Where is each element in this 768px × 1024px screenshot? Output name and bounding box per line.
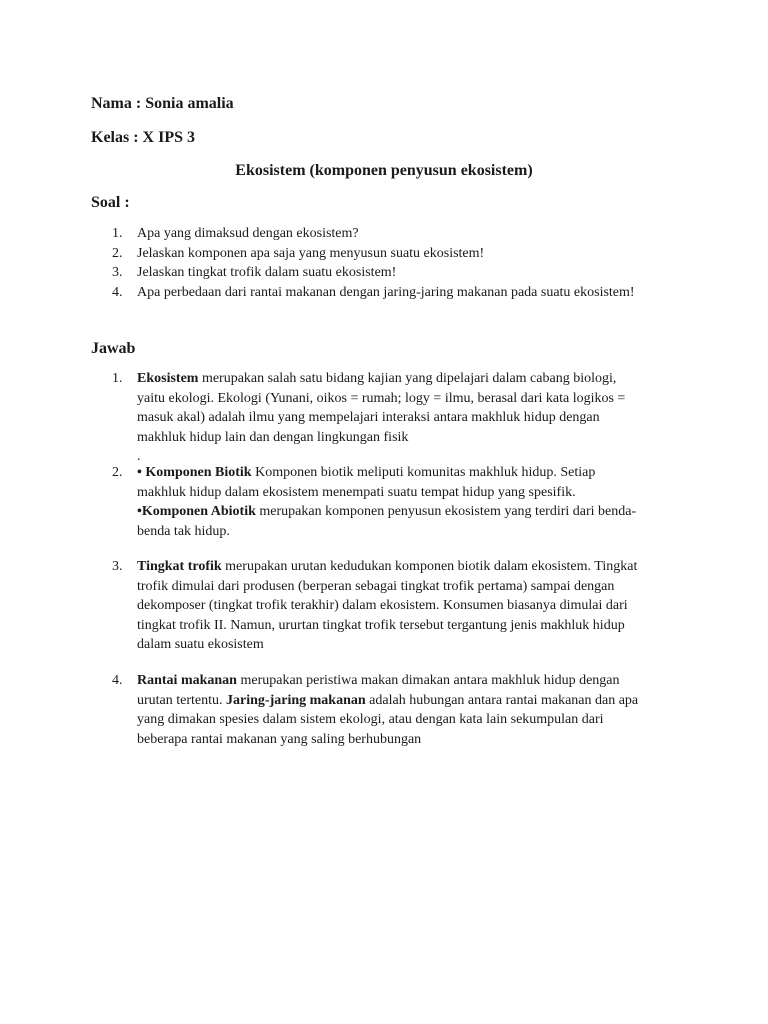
line-text: merupakan salah satu bidang kajian yang dipelajari dalam cabang biologi, (198, 371, 617, 386)
answer-line (137, 671, 638, 691)
document-title: Ekosistem (komponen penyusun ekosistem) (235, 162, 533, 179)
question-text: Apa yang dimaksud dengan ekosistem? (137, 226, 359, 241)
item-number: 4. (112, 284, 123, 300)
question-text: Jelaskan tingkat trofik dalam suatu ekosistem! (137, 265, 397, 280)
line-text: trofik dimulai dari produsen (berperan sebagai tingkat trofik pertama) sampai dengan (137, 578, 615, 594)
student-class: Kelas : X IPS 3 (91, 129, 195, 146)
student-name: Nama : Sonia amalia (91, 95, 234, 112)
line-text: yang dimakan spesies dalam sistem ekologi, atau dengan kata lain sekumpulan dari (137, 712, 604, 727)
answer-text (137, 463, 636, 541)
line-text: benda tak hidup. (137, 523, 230, 539)
item-number: 2. (112, 245, 123, 261)
item-number: 3. (112, 265, 123, 280)
answer-line (137, 577, 637, 597)
line-text: tingkat trofik II. Namun, ururtan tingkat trofik tersebut tergantung jenis makhluk hidup (137, 617, 625, 633)
line-text: Komponen biotik meliputi komunitas makhluk hidup. Setiap (251, 465, 596, 480)
line-text: makhluk hidup dalam ekosistem menempati suatu tempat hidup yang spesifik. (137, 484, 576, 500)
answer-line (137, 710, 638, 730)
answer-text (137, 557, 637, 655)
answer-line (137, 557, 637, 577)
line-text: masuk akal) adalah ilmu yang mempelajari interaksi antara makhluk hidup dengan (137, 410, 600, 425)
answer-line (137, 483, 636, 503)
line-text: adalah hubungan antara rantai makanan dan apa (365, 692, 639, 708)
key-term: Jaring-jaring makanan (226, 692, 366, 708)
line-text: . (137, 449, 141, 464)
line-text: yaitu ekologi. Ekologi (Yunani, oikos = rumah; logy = ilmu, berasal dari kata logikos = (137, 390, 626, 406)
list-item (91, 263, 731, 283)
key-term: Ekosistem (137, 371, 199, 386)
item-number: 3. (112, 559, 123, 574)
line-text: beberapa rantai makanan yang saling berhubungan (137, 731, 422, 747)
answer-line (137, 691, 638, 711)
line-text: merupakan peristiwa makan dimakan antara makhluk hidup dengan (236, 673, 620, 688)
item-number: 2. (112, 465, 123, 480)
answer-line (137, 616, 637, 636)
answer-line (137, 522, 636, 542)
answer-line (137, 635, 637, 655)
question-list (91, 224, 731, 302)
jawab-heading: Jawab (91, 340, 136, 357)
line-text: urutan tertentu. (137, 692, 227, 708)
answer-line (137, 502, 636, 522)
answer-line (137, 389, 625, 409)
line-text: dekomposer (tingkat trofik terakhir) dalam ekosistem. Konsumen biasanya dimulai dari (137, 598, 628, 613)
item-number: 4. (112, 673, 123, 688)
answer-line (137, 730, 638, 750)
answer-text (137, 369, 625, 467)
answer-line (137, 463, 636, 483)
key-term: • Komponen Biotik (137, 465, 252, 480)
key-term: •Komponen Abiotik (137, 504, 256, 519)
soal-heading: Soal : (91, 194, 130, 211)
item-number: 1. (112, 371, 123, 386)
list-item (91, 283, 731, 303)
answer-line (137, 428, 625, 448)
answer-line (137, 369, 625, 389)
answer-line (137, 408, 625, 428)
key-term: Rantai makanan (137, 673, 237, 688)
line-text: dalam suatu ekosistem (137, 637, 264, 652)
line-text: merupakan komponen penyusun ekosistem yang terdiri dari benda- (255, 504, 637, 519)
answer-line (137, 596, 637, 616)
answer-text (137, 671, 638, 749)
list-item (91, 244, 731, 264)
question-text: Jelaskan komponen apa saja yang menyusun suatu ekosistem! (137, 245, 485, 261)
list-item (91, 224, 731, 244)
item-number: 1. (112, 226, 123, 241)
line-text: makhluk hidup lain dan dengan lingkungan fisik (137, 429, 409, 445)
question-text: Apa perbedaan dari rantai makanan dengan jaring-jaring makanan pada suatu ekosistem! (137, 284, 635, 300)
key-term: Tingkat trofik (137, 559, 222, 574)
line-text: merupakan urutan kedudukan komponen biotik dalam ekosistem. Tingkat (221, 559, 638, 574)
